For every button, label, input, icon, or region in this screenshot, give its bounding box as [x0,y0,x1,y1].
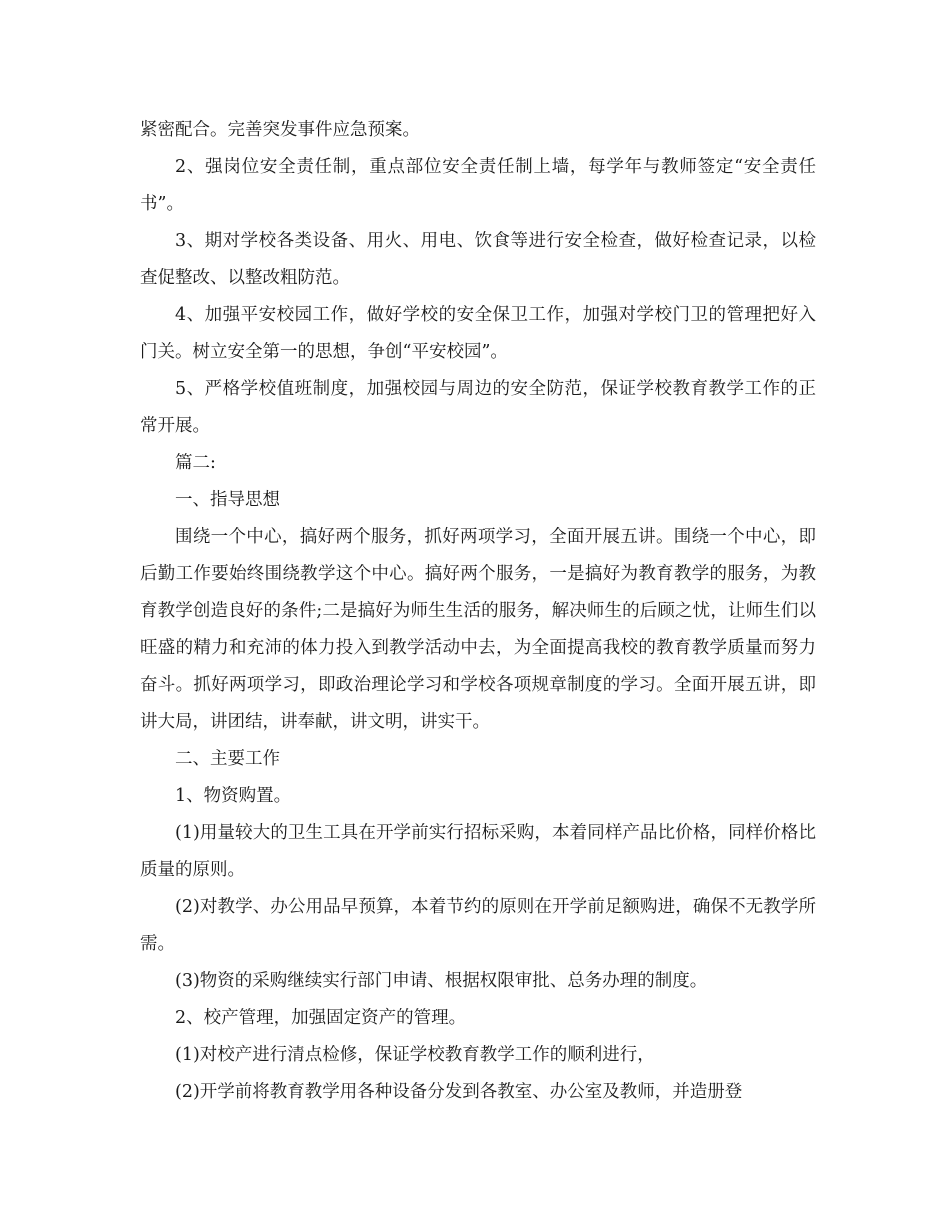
list-item-purchase-2: (2)对教学、办公用品早预算，本着节约的原则在开学前足额购进，确保不无教学所需。 [140,897,816,954]
list-item-asset-2: (2)开学前将教育教学用各种设备分发到各教室、办公室及教师，并造册登 [175,1082,743,1102]
list-item-asset-1: (1)对校产进行清点检修，保证学校教育教学工作的顺利进行， [175,1045,655,1065]
heading-main-work: 二、主要工作 [175,749,280,769]
paragraph-4: 4、加强平安校园工作，做好学校的安全保卫工作，加强对学校门卫的管理把好入门关。树立安全第一的思想，争创“平安校园”。 [140,305,816,362]
subheading-asset-management: 2、校产管理，加强固定资产的管理。 [175,1008,467,1028]
section-heading-part-two: 篇二: [175,453,216,473]
paragraph-3: 3、期对学校各类设备、用火、用电、饮食等进行安全检查，做好检查记录，以检查促整改、以整改粗防范。 [140,231,816,288]
list-item-purchase-3: (3)物资的采购继续实行部门申请、根据权限审批、总务办理的制度。 [175,971,708,991]
paragraph-guiding-thought: 围绕一个中心，搞好两个服务，抓好两项学习，全面开展五讲。围绕一个中心，即后勤工作要始终围绕教学这个中心。搞好两个服务，一是搞好为教育教学的服务，为教育教学创造良好的条件;二是搞好为师生生活的服务，解决师生的后顾之忧，让师生们以旺盛的精力和充沛的体力投入到教学活动中去，为全面提高我校的教育教学质量而努力奋斗。抓好两项学习，即政治理论学习和学校各项规章制度的学习。全面开展五讲，即讲大局，讲团结，讲奉献，讲文明，讲实干。 [140,527,816,732]
list-item-purchase-1: (1)用量较大的卫生工具在开学前实行招标采购，本着同样产品比价格，同样价格比质量的原则。 [140,823,816,880]
paragraph-5: 5、严格学校值班制度，加强校园与周边的安全防范，保证学校教育教学工作的正常开展。 [140,379,816,436]
paragraph-2: 2、强岗位安全责任制，重点部位安全责任制上墙，每学年与教师签定“安全责任书”。 [140,157,816,214]
document-body [140,112,816,1111]
paragraph-1: 紧密配合。完善突发事件应急预案。 [140,120,420,140]
subheading-material-purchase: 1、物资购置。 [175,786,292,806]
heading-guiding-thought: 一、指导思想 [175,490,280,510]
